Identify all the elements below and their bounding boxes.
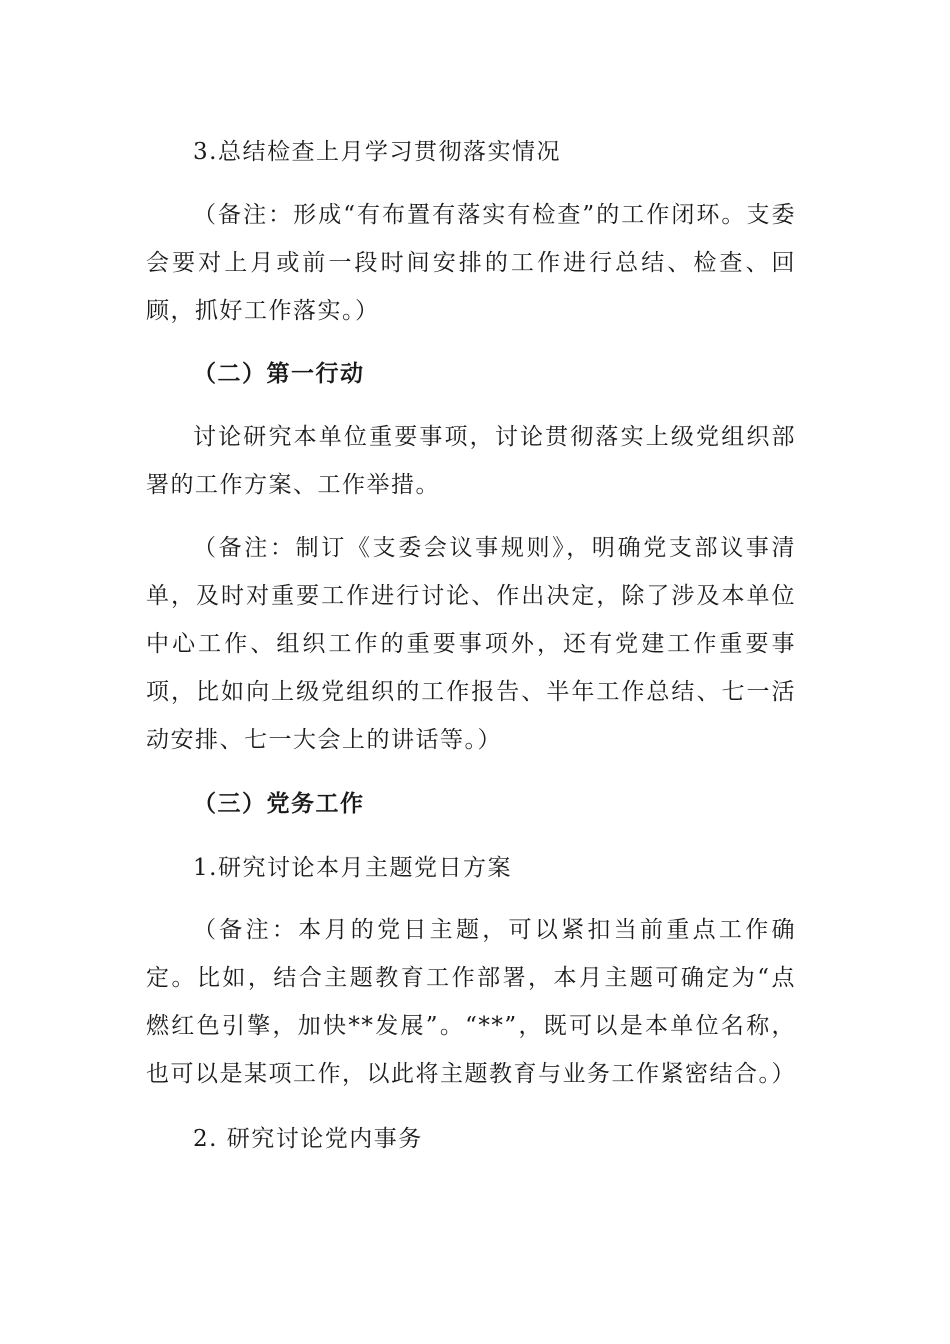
note-work-loop: （备注：形成“有布置有落实有检查”的工作闭环。支委会要对上月或前一段时间安排的工作进行总结、检查、回顾，抓好工作落实。）	[146, 202, 796, 324]
item-2-party-affairs: 2. 研究讨论党内事务	[193, 1126, 423, 1152]
paragraph-discuss-matters: 讨论研究本单位重要事项，讨论贯彻落实上级党组织部署的工作方案、工作举措。	[146, 424, 796, 498]
section-heading-party-affairs: （三）党务工作	[193, 790, 365, 817]
note-party-day-theme: （备注：本月的党日主题，可以紧扣当前重点工作确定。比如，结合主题教育工作部署，本月主题可确定为“点燃红色引擎，加快**发展”。“**”，既可以是本单位名称，也可以是某项工作，以此将主题教育与业务工作紧密结合。）	[146, 917, 796, 1087]
item-1-party-day-plan: 1.研究讨论本月主题党日方案	[193, 855, 512, 881]
note-rules-of-procedure: （备注：制订《支委会议事规则》，明确党支部议事清单，及时对重要工作进行讨论、作出决定，除了涉及本单位中心工作、组织工作的重要事项外，还有党建工作重要事项，比如向上级党组织的工作报告、半年工作总结、七一活动安排、七一大会上的讲话等。）	[146, 535, 796, 753]
section-heading-first-action: （二）第一行动	[193, 360, 365, 387]
item-3-summary-check: 3.总结检查上月学习贯彻落实情况	[193, 139, 561, 165]
